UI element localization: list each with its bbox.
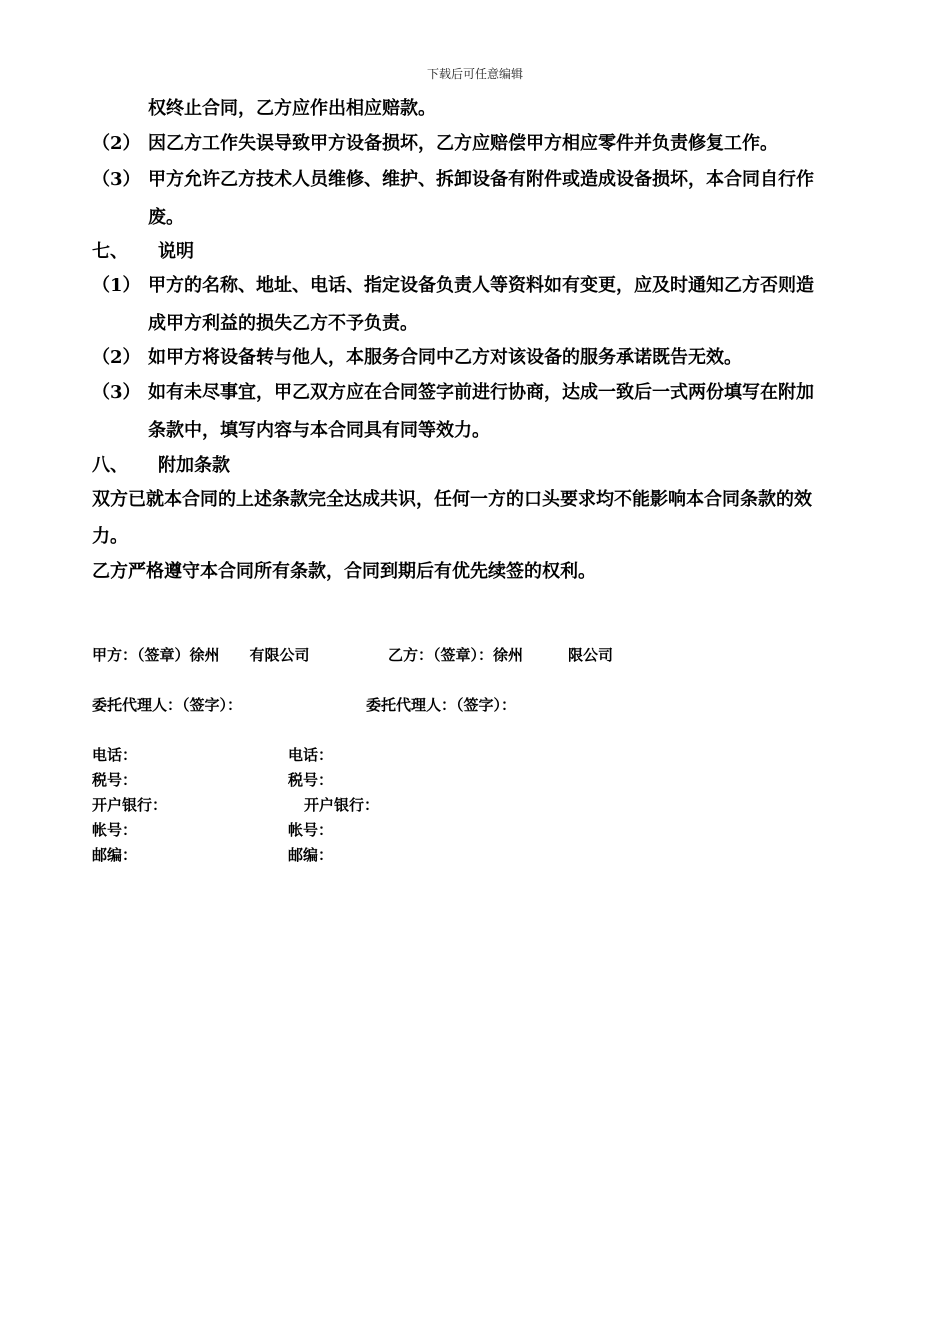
- item-text: 甲方的名称、地址、电话、指定设备负责人等资料如有变更，应及时通知乙方否则造: [148, 275, 814, 296]
- party-a-signature: 甲方：（签章）徐州 有限公司: [92, 646, 310, 664]
- item-number: （3）: [92, 382, 141, 403]
- section-title: 附加条款: [158, 455, 230, 476]
- item-number: （3）: [92, 169, 141, 190]
- party-a-postcode: 邮编：: [92, 846, 138, 864]
- party-b-signature: 乙方：（签章）：徐州 限公司: [388, 646, 614, 664]
- party-a-account: 帐号：: [92, 821, 138, 839]
- page-header: 下载后可任意编辑: [426, 67, 523, 81]
- party-b-bank: 开户银行：: [304, 796, 380, 814]
- party-a-tax-number: 税号：: [92, 771, 138, 789]
- party-b-account: 帐号：: [288, 821, 334, 839]
- item-number: （2）: [92, 347, 141, 368]
- section8-paragraph-1-continuation: 力。: [92, 526, 128, 547]
- item-text-continuation: 条款中，填写内容与本合同具有同等效力。: [148, 420, 490, 441]
- item-text: 如甲方将设备转与他人，本服务合同中乙方对该设备的服务承诺既告无效。: [148, 347, 742, 368]
- item-text: 如有未尽事宜，甲乙双方应在合同签字前进行协商，达成一致后一式两份填写在附加: [148, 382, 814, 403]
- item-text-continuation: 成甲方利益的损失乙方不予负责。: [148, 313, 418, 334]
- party-b-agent: 委托代理人：（签字）：: [366, 696, 517, 714]
- section-title: 说明: [158, 241, 194, 262]
- item-number: （2）: [92, 133, 141, 154]
- party-a-agent: 委托代理人：（签字）：: [92, 696, 243, 714]
- item-text: 因乙方工作失误导致甲方设备损坏，乙方应赔偿甲方相应零件并负责修复工作。: [148, 133, 778, 154]
- party-a-bank: 开户银行：: [92, 796, 168, 814]
- section-number: 七、: [92, 241, 128, 262]
- section8-paragraph-2: 乙方严格遵守本合同所有条款，合同到期后有优先续签的权利。: [92, 561, 596, 582]
- item-text-continuation: 废。: [148, 207, 184, 228]
- item-number: （1）: [92, 275, 141, 296]
- party-b-tax-number: 税号：: [288, 771, 334, 789]
- section6-continuation: 权终止合同，乙方应作出相应赔款。: [148, 98, 436, 119]
- section-number: 八、: [92, 455, 128, 476]
- party-a-phone: 电话：: [92, 746, 138, 764]
- item-text: 甲方允许乙方技术人员维修、维护、拆卸设备有附件或造成设备损坏，本合同自行作: [148, 169, 814, 190]
- party-b-phone: 电话：: [288, 746, 334, 764]
- section8-paragraph-1: 双方已就本合同的上述条款完全达成共识，任何一方的口头要求均不能影响本合同条款的效: [92, 489, 812, 510]
- party-b-postcode: 邮编：: [288, 846, 334, 864]
